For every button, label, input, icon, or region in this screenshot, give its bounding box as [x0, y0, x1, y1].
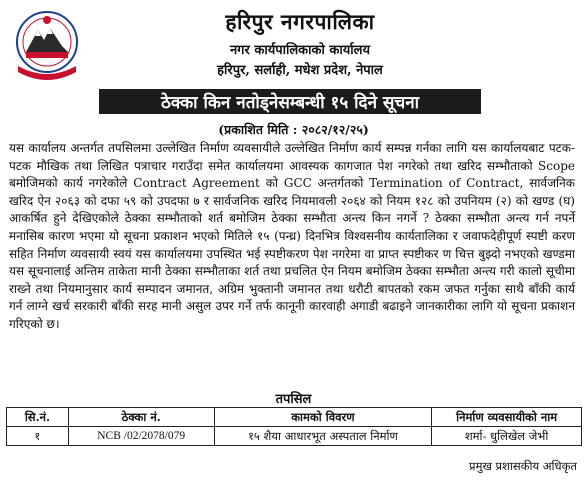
published-date: (प्रकाशित मिति : २०८२/१२/२५) — [218, 122, 369, 137]
signatory-title: प्रमुख प्रशासकीय अधिकृत — [469, 459, 577, 473]
notice-title-text: ठेक्का किन नतोड्नेसम्बन्धी १५ दिने सूचना — [160, 93, 420, 113]
cell-work-description: १५ शैया आधारभूत अस्पताल निर्माण — [214, 427, 432, 446]
col-contractor-name: निर्माण व्यवसायीको नाम — [432, 408, 582, 427]
cell-contractor-name: शर्मा- धुलिखेल जेभी — [432, 427, 582, 446]
schedule-table — [6, 407, 582, 446]
table-header-row — [7, 408, 582, 427]
schedule-heading: तपसिल — [275, 392, 312, 407]
office-name: नगर कार्यपालिकाको कार्यालय — [229, 43, 371, 58]
office-address: हरिपुर, सर्लाही, मधेश प्रदेश, नेपाल — [217, 63, 383, 78]
municipality-emblem — [12, 6, 82, 80]
col-contract-no: ठेक्का नं. — [68, 408, 214, 427]
table-row — [7, 427, 582, 446]
col-serial: सि.नं. — [7, 408, 69, 427]
notice-body: यस कार्यालय अन्तर्गत तपसिलमा उल्लेखित निर्माण व्यवसायीले उल्लेखित निर्माण कार्य सम्पन्न गर्नका लागि यस कार्यालयबाट पटक-पटक मौखिक तथा लिखित पत्राचार गराउँदा समेत कार्यालयमा आवस्यक कागजात पेश नगरेको तथा खरिद सम्भौताको Scope बमोजिमको कार्य नगरेकोले Contract Agreement को GCC अन्तर्गतको Termination of Contract, सार्वजनिक खरिद ऐन २०६३ को दफा ५९ को उपदफा ७ र सार्वजनिक खरिद नियमावली २०६४ को नियम १२८ को उपनियम (२) को खण्ड (घ) आकर्षित हुने देखिएकोले ठेक्का सम्भौताको शर्त बमोजिम ठेक्का सम्भौता अन्त्य किन नगर्ने ? ठेक्का सम्भौता अन्त्य गर्न नपर्ने मनासिब कारण भएमा यो सूचना प्रकाशन भएको मितिले १५ (पन्ध्र) दिनभित्र विश्वसनीय कार्यतालिका र जवाफदेहीपूर्ण स्पष्टी करण सहित निर्माण व्यवसायी स्वयं यस कार्यालयमा उपस्थित भई स्पष्टीकरण पेश नगरेमा वा प्राप्त स्पष्टीकर ण चित्त बुझ्दो नभएको खण्डमा यस सूचनालाई अन्तिम ताकेता मानी ठेक्का सम्भौताका शर्त तथा प्रचलित ऐन नियम बमोजिम ठेक्का सम्भौता अन्त्य गरी कालो सूचीमा राख्ने तथा नियमानुसार कार्य सम्पादन जमानत, अग्रिम भुक्तानी जमानत तथा धरौटी बापतको रकम जफत गर्नुका साथै बाँकी कार्य गर्न लाग्ने खर्च सरकारी बाँकी सरह मानी असुल उपर गर्ने तर्फ कानूनी कारवाही अगाडी बढाइने जानकारीका लागि यो सूचना प्रकाशन गरिएको छ। — [9, 141, 575, 331]
cell-serial: १ — [7, 427, 69, 446]
col-work-description: कामको विवरण — [214, 408, 432, 427]
org-name: हरिपुर नगरपालिका — [225, 9, 375, 34]
cell-contract-no: NCB /02/2078/079 — [68, 427, 214, 446]
notice-title — [99, 89, 481, 114]
